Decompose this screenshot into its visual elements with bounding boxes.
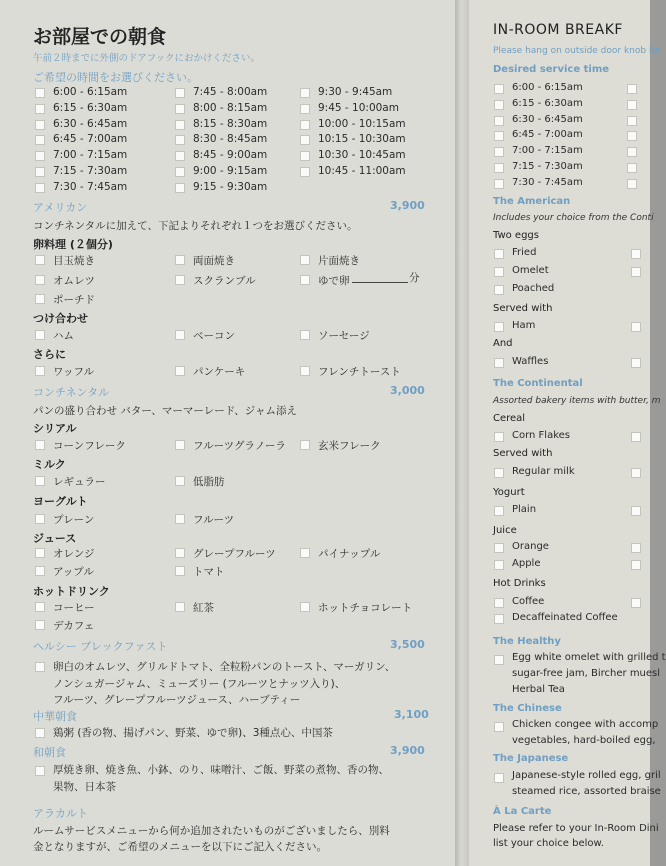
- price-american-jp: 3,900: [390, 199, 425, 212]
- yogurt-plain-jp-label: プレーン: [53, 514, 95, 526]
- time-slot-jp-1-0-label: 7:45 - 8:00am: [193, 86, 268, 98]
- healthy-line-3-en: Herbal Tea: [512, 684, 565, 695]
- page-title-en: IN-ROOM BREAKF: [493, 22, 623, 38]
- yogurt-fruit-jp-checkbox[interactable]: [175, 514, 185, 524]
- time-slot-en-col2-6-checkbox[interactable]: [627, 179, 637, 189]
- side-sausage-jp-label: ソーセージ: [318, 330, 370, 342]
- section-continental-en: The Continental: [493, 378, 583, 389]
- japanese-line-2-jp: 果物、日本茶: [53, 781, 116, 793]
- hot-decaf-en-checkbox[interactable]: [494, 614, 504, 624]
- juice-pineapple-jp-label: パイナップル: [318, 548, 381, 560]
- time-slot-jp-2-0-label: 9:30 - 9:45am: [318, 86, 393, 98]
- hot-chocolate-jp-label: ホットチョコレート: [318, 602, 413, 614]
- healthy-line-1-en: Egg white omelet with grilled t: [512, 652, 666, 663]
- yogurt-plain-jp-checkbox[interactable]: [35, 514, 45, 524]
- continental-desc-en: Assorted bakery items with butter, m: [493, 396, 661, 406]
- yogurt-col2-en-checkbox[interactable]: [631, 506, 641, 516]
- cereal-cornflakes-jp-checkbox[interactable]: [35, 440, 45, 450]
- chinese-jp-checkbox[interactable]: [35, 728, 45, 738]
- hot-coffee-en-label: Coffee: [512, 596, 545, 607]
- hang-note-en: Please hang on outside door knob be: [493, 46, 661, 56]
- section-japanese-en: The Japanese: [493, 753, 569, 764]
- time-slot-en-5-checkbox[interactable]: [494, 163, 504, 173]
- more-pancake-jp-label: パンケーキ: [193, 366, 246, 378]
- alacarte-line-1-en: Please refer to your In-Room Dini: [493, 823, 659, 834]
- more-pancake-jp-checkbox[interactable]: [175, 366, 185, 376]
- milk-regular-en-label: Regular milk: [512, 466, 575, 477]
- section-alacarte-en: À La Carte: [493, 806, 552, 817]
- juice-orange-en-checkbox[interactable]: [494, 543, 504, 553]
- egg-omelet-jp-checkbox[interactable]: [35, 275, 45, 285]
- egg-col2-en-checkbox[interactable]: [631, 249, 641, 259]
- egg-boiled-jp-label: ゆで卵: [318, 275, 350, 287]
- time-slot-jp-2-1-checkbox[interactable]: [300, 104, 310, 114]
- egg-over-jp-label: 両面焼き: [193, 255, 235, 267]
- sides-label-jp: つけ合わせ: [33, 312, 88, 325]
- time-slot-jp-2-4-checkbox[interactable]: [300, 151, 310, 161]
- section-japanese-jp: 和朝食: [33, 746, 66, 759]
- section-american-en: The American: [493, 196, 571, 207]
- hot-decaf-jp-label: デカフェ: [53, 620, 95, 632]
- time-slot-jp-1-0-checkbox[interactable]: [175, 88, 185, 98]
- egg-sunny-jp-label: 目玉焼き: [53, 255, 95, 267]
- japanese-line-1-en: Japanese-style rolled egg, gril: [512, 770, 661, 781]
- english-menu-page: [469, 0, 666, 866]
- time-slot-jp-1-6-label: 9:15 - 9:30am: [193, 180, 268, 193]
- cereal-brownrice-jp-checkbox[interactable]: [300, 440, 310, 450]
- egg-poached-jp-checkbox[interactable]: [35, 294, 45, 304]
- hang-note-jp: 午前２時までに外側のドアフックにおかけください。: [33, 53, 261, 64]
- price-continental-jp: 3,000: [390, 384, 425, 397]
- side-ham-en-label: Ham: [512, 320, 536, 331]
- boiled-minutes-field[interactable]: [352, 282, 408, 283]
- price-healthy-jp: 3,500: [390, 638, 425, 651]
- more-waffle-jp-label: ワッフル: [53, 366, 95, 378]
- two-eggs-label-en: Two eggs: [493, 230, 539, 241]
- healthy-en-checkbox[interactable]: [494, 655, 504, 665]
- healthy-line-3-jp: フルーツ、グレープフルーツジュース、ハーブティー: [53, 694, 301, 706]
- juice-pineapple-jp-checkbox[interactable]: [300, 548, 310, 558]
- hot-coffee-jp-checkbox[interactable]: [35, 602, 45, 612]
- american-desc-en: Includes your choice from the Conti: [493, 213, 654, 223]
- juice-apple-jp-checkbox[interactable]: [35, 566, 45, 576]
- more-waffles-en-checkbox[interactable]: [494, 358, 504, 368]
- time-slot-jp-1-4-checkbox[interactable]: [175, 151, 185, 161]
- time-slot-jp-0-3-checkbox[interactable]: [35, 135, 45, 145]
- page-title-jp: お部屋での朝食: [33, 26, 167, 48]
- milk-col2-en-checkbox[interactable]: [631, 468, 641, 478]
- cereal-brownrice-jp-label: 玄米フレーク: [318, 440, 381, 452]
- and-label-en: And: [493, 338, 513, 349]
- time-slot-jp-1-4-label: 8:45 - 9:00am: [193, 149, 268, 162]
- time-prompt-jp: ご希望の時間をお選びください。: [33, 71, 198, 84]
- side-ham-jp-checkbox[interactable]: [35, 330, 45, 340]
- yogurt-label-jp: ヨーグルト: [33, 495, 88, 508]
- time-prompt-en: Desired service time: [493, 64, 610, 75]
- section-healthy-en: The Healthy: [493, 636, 561, 647]
- time-slot-en-4-label: 7:00 - 7:15am: [512, 145, 583, 157]
- section-american-jp: アメリカン: [33, 201, 88, 214]
- egg-poached-jp-label: ポーチド: [53, 294, 95, 306]
- hot-tea-jp-label: 紅茶: [193, 602, 214, 614]
- side-bacon-jp-checkbox[interactable]: [175, 330, 185, 340]
- japanese-jp-checkbox[interactable]: [35, 766, 45, 776]
- milk-regular-jp-label: レギュラー: [53, 476, 106, 488]
- time-slot-en-0-checkbox[interactable]: [494, 84, 504, 94]
- more-frenchtoast-jp-checkbox[interactable]: [300, 366, 310, 376]
- healthy-line-2-en: sugar-free jam, Bircher muesl: [512, 668, 661, 679]
- egg-fried-en-checkbox[interactable]: [494, 249, 504, 259]
- time-slot-en-6-label: 7:30 - 7:45am: [512, 176, 583, 188]
- more-waffle-jp-checkbox[interactable]: [35, 366, 45, 376]
- time-slot-jp-1-1-label: 8:00 - 8:15am: [193, 101, 268, 114]
- time-slot-en-col2-2-checkbox[interactable]: [627, 116, 637, 126]
- milk-lowfat-jp-label: 低脂肪: [193, 476, 225, 488]
- juice-label-en: Juice: [493, 525, 517, 536]
- milk-lowfat-jp-checkbox[interactable]: [175, 476, 185, 486]
- served-with-label-en: Served with: [493, 303, 553, 314]
- time-slot-jp-2-3-checkbox[interactable]: [300, 135, 310, 145]
- time-slot-jp-0-3-label: 6:45 - 7:00am: [53, 133, 128, 146]
- time-slot-en-1-label: 6:15 - 6:30am: [512, 97, 583, 109]
- time-slot-jp-0-1-checkbox[interactable]: [35, 104, 45, 114]
- egg-scrambled-jp-label: スクランブル: [193, 275, 256, 287]
- eggs-label-jp: 卵料理 (２個分): [33, 238, 113, 251]
- juice-apple-en-label: Apple: [512, 558, 541, 569]
- yogurt-fruit-jp-label: フルーツ: [193, 514, 235, 526]
- alacarte-line-2-en: list your choice below.: [493, 838, 604, 849]
- milk-label-jp: ミルク: [33, 458, 66, 471]
- time-slot-en-3-label: 6:45 - 7:00am: [512, 129, 583, 141]
- hot-coffee-en-checkbox[interactable]: [494, 598, 504, 608]
- alacarte-line-1-jp: ルームサービスメニューから何か追加されたいものがございましたら、別料: [33, 825, 390, 837]
- egg-boiled-jp-checkbox[interactable]: [300, 275, 310, 285]
- milk-regular-jp-checkbox[interactable]: [35, 476, 45, 486]
- chinese-line-2-en: vegetables, hard-boiled egg,: [512, 735, 656, 746]
- side-bacon-jp-label: ベーコン: [193, 330, 235, 342]
- time-slot-jp-0-5-checkbox[interactable]: [35, 167, 45, 177]
- time-slot-jp-2-0-checkbox[interactable]: [300, 88, 310, 98]
- egg-omelet-jp-label: オムレツ: [53, 275, 95, 287]
- egg-poached-en-checkbox[interactable]: [494, 285, 504, 295]
- cereal-cornflakes-en-checkbox[interactable]: [494, 432, 504, 442]
- time-slot-jp-0-2-checkbox[interactable]: [35, 120, 45, 130]
- time-slot-jp-2-5-checkbox[interactable]: [300, 167, 310, 177]
- egg-col2b-en-checkbox[interactable]: [631, 267, 641, 277]
- yogurt-plain-en-checkbox[interactable]: [494, 506, 504, 516]
- healthy-line-2-jp: ノンシュガージャム、ミューズリー (フルーツとナッツ入り)、: [53, 678, 346, 690]
- egg-scrambled-jp-checkbox[interactable]: [175, 275, 185, 285]
- time-slot-en-col2-4-checkbox[interactable]: [627, 147, 637, 157]
- japanese-en-checkbox[interactable]: [494, 773, 504, 783]
- healthy-jp-checkbox[interactable]: [35, 662, 45, 672]
- section-alacarte-jp: アラカルト: [33, 807, 88, 820]
- time-slot-jp-1-5-label: 9:00 - 9:15am: [193, 165, 268, 177]
- time-slot-jp-2-4-label: 10:30 - 10:45am: [318, 149, 406, 162]
- more-label-jp: さらに: [33, 348, 66, 361]
- side-sausage-jp-checkbox[interactable]: [300, 330, 310, 340]
- time-slot-jp-2-1-label: 9:45 - 10:00am: [318, 101, 399, 114]
- time-slot-en-col2-1-checkbox[interactable]: [627, 100, 637, 110]
- alacarte-line-2-jp: 金となりますが、ご希望のメニューを以下にご記入ください。: [33, 841, 327, 853]
- juice-col2-en-checkbox[interactable]: [631, 543, 641, 553]
- egg-sunny-jp-checkbox[interactable]: [35, 255, 45, 265]
- cereal-label-en: Cereal: [493, 413, 526, 424]
- price-japanese-jp: 3,900: [390, 744, 425, 757]
- time-slot-en-5-label: 7:15 - 7:30am: [512, 161, 583, 172]
- section-chinese-en: The Chinese: [493, 703, 562, 714]
- time-slot-jp-0-2-label: 6:30 - 6:45am: [53, 117, 128, 130]
- boiled-minutes-unit: 分: [409, 272, 420, 284]
- time-slot-en-6-checkbox[interactable]: [494, 179, 504, 189]
- time-slot-en-col2-3-checkbox[interactable]: [627, 131, 637, 141]
- price-chinese-jp: 3,100: [394, 708, 429, 721]
- time-slot-jp-1-5-checkbox[interactable]: [175, 167, 185, 177]
- time-slot-jp-1-3-label: 8:30 - 8:45am: [193, 133, 268, 146]
- japanese-line-2-en: steamed rice, assorted braise: [512, 786, 661, 797]
- healthy-line-1-jp: 卵白のオムレツ、グリルドトマト、全粒粉パンのトースト、マーガリン、: [53, 661, 396, 673]
- juice-apple-jp-label: アップル: [53, 566, 94, 578]
- more-frenchtoast-jp-label: フレンチトースト: [318, 366, 401, 378]
- time-slot-en-2-checkbox[interactable]: [494, 116, 504, 126]
- egg-once-jp-label: 片面焼き: [318, 255, 360, 267]
- time-slot-jp-1-3-checkbox[interactable]: [175, 135, 185, 145]
- hot-tea-jp-checkbox[interactable]: [175, 602, 185, 612]
- time-slot-jp-1-2-label: 8:15 - 8:30am: [193, 117, 268, 130]
- time-slot-en-3-checkbox[interactable]: [494, 131, 504, 141]
- time-slot-jp-0-1-label: 6:15 - 6:30am: [53, 101, 128, 114]
- time-slot-en-4-checkbox[interactable]: [494, 147, 504, 157]
- time-slot-jp-0-6-label: 7:30 - 7:45am: [53, 180, 128, 193]
- japanese-line-1-jp: 厚焼き卵、焼き魚、小鉢、のり、味噌汁、ご飯、野菜の煮物、香の物、: [53, 764, 389, 776]
- juice-col2b-en-checkbox[interactable]: [631, 560, 641, 570]
- time-slot-jp-2-2-checkbox[interactable]: [300, 120, 310, 130]
- time-slot-jp-1-2-checkbox[interactable]: [175, 120, 185, 130]
- time-slot-jp-0-6-checkbox[interactable]: [35, 183, 45, 193]
- juice-label-jp: ジュース: [33, 532, 77, 545]
- time-slot-jp-2-3-label: 10:15 - 10:30am: [318, 133, 406, 146]
- time-slot-jp-1-1-checkbox[interactable]: [175, 104, 185, 114]
- cereal-granola-jp-checkbox[interactable]: [175, 440, 185, 450]
- time-slot-en-1-checkbox[interactable]: [494, 100, 504, 110]
- more-waffles-en-label: Waffles: [512, 356, 549, 367]
- section-healthy-jp: ヘルシー ブレックファスト: [33, 640, 168, 653]
- juice-orange-en-label: Orange: [512, 541, 549, 552]
- milk-regular-en-checkbox[interactable]: [494, 468, 504, 478]
- time-slot-jp-2-2-label: 10:00 - 10:15am: [318, 117, 406, 130]
- yogurt-label-en: Yogurt: [493, 487, 525, 498]
- time-slot-jp-0-4-checkbox[interactable]: [35, 151, 45, 161]
- juice-grapefruit-jp-label: グレープフルーツ: [193, 548, 276, 560]
- hot-chocolate-jp-checkbox[interactable]: [300, 602, 310, 612]
- hot-col2-en-checkbox[interactable]: [631, 598, 641, 608]
- time-slot-jp-0-0-label: 6:00 - 6:15am: [53, 86, 128, 98]
- cereal-col2-en-checkbox[interactable]: [631, 432, 641, 442]
- juice-tomato-jp-checkbox[interactable]: [175, 566, 185, 576]
- chinese-line-1-en: Chicken congee with accomp: [512, 719, 659, 730]
- time-slot-jp-0-0-checkbox[interactable]: [35, 88, 45, 98]
- hot-label-jp: ホットドリンク: [33, 585, 110, 598]
- egg-omelet-en-label: Omelet: [512, 265, 549, 276]
- juice-tomato-jp-label: トマト: [193, 566, 225, 578]
- cereal-cornflakes-jp-label: コーンフレーク: [53, 440, 126, 452]
- side-ham-jp-label: ハム: [53, 330, 74, 342]
- side-col2-en-checkbox[interactable]: [631, 322, 641, 332]
- juice-grapefruit-jp-checkbox[interactable]: [175, 548, 185, 558]
- american-desc-jp: コンチネンタルに加えて、下記よりそれぞれ１つをお選びください。: [33, 220, 358, 232]
- section-chinese-jp: 中華朝食: [33, 710, 77, 723]
- time-slot-jp-0-5-label: 7:15 - 7:30am: [53, 165, 128, 177]
- chinese-en-checkbox[interactable]: [494, 722, 504, 732]
- juice-apple-en-checkbox[interactable]: [494, 560, 504, 570]
- section-continental-jp: コンチネンタル: [33, 386, 110, 399]
- juice-orange-jp-checkbox[interactable]: [35, 548, 45, 558]
- egg-over-jp-checkbox[interactable]: [175, 255, 185, 265]
- time-slot-jp-1-6-checkbox[interactable]: [175, 183, 185, 193]
- egg-fried-en-label: Fried: [512, 247, 537, 258]
- yogurt-plain-en-label: Plain: [512, 504, 537, 515]
- hot-decaf-en-label: Decaffeinated Coffee: [512, 612, 618, 623]
- egg-poached-en-label: Poached: [512, 283, 555, 294]
- side-ham-en-checkbox[interactable]: [494, 322, 504, 332]
- chinese-line-1-jp: 鶏粥 (香の物、揚げパン、野菜、ゆで卵)、3種点心、中国茶: [53, 727, 333, 739]
- time-slot-en-col2-0-checkbox[interactable]: [627, 84, 637, 94]
- continental-desc-jp: パンの盛り合わせ バター、マーマーレード、ジャム添え: [33, 405, 298, 417]
- time-slot-en-2-label: 6:30 - 6:45am: [512, 113, 583, 125]
- cereal-granola-jp-label: フルーツグラノーラ: [193, 440, 286, 452]
- served-with2-label-en: Served with: [493, 448, 553, 459]
- cereal-cornflakes-en-label: Corn Flakes: [512, 430, 571, 441]
- hot-decaf-jp-checkbox[interactable]: [35, 620, 45, 630]
- hot-coffee-jp-label: コーヒー: [53, 602, 95, 614]
- more-col2-en-checkbox[interactable]: [631, 358, 641, 368]
- juice-orange-jp-label: オレンジ: [53, 548, 95, 560]
- page-fold: [455, 0, 469, 866]
- time-slot-en-col2-5-checkbox[interactable]: [627, 163, 637, 173]
- egg-once-jp-checkbox[interactable]: [300, 255, 310, 265]
- cereal-label-jp: シリアル: [33, 422, 77, 435]
- time-slot-jp-0-4-label: 7:00 - 7:15am: [53, 149, 128, 162]
- time-slot-en-0-label: 6:00 - 6:15am: [512, 82, 583, 93]
- time-slot-jp-2-5-label: 10:45 - 11:00am: [318, 165, 406, 177]
- hot-drinks-label-en: Hot Drinks: [493, 578, 546, 589]
- egg-omelet-en-checkbox[interactable]: [494, 267, 504, 277]
